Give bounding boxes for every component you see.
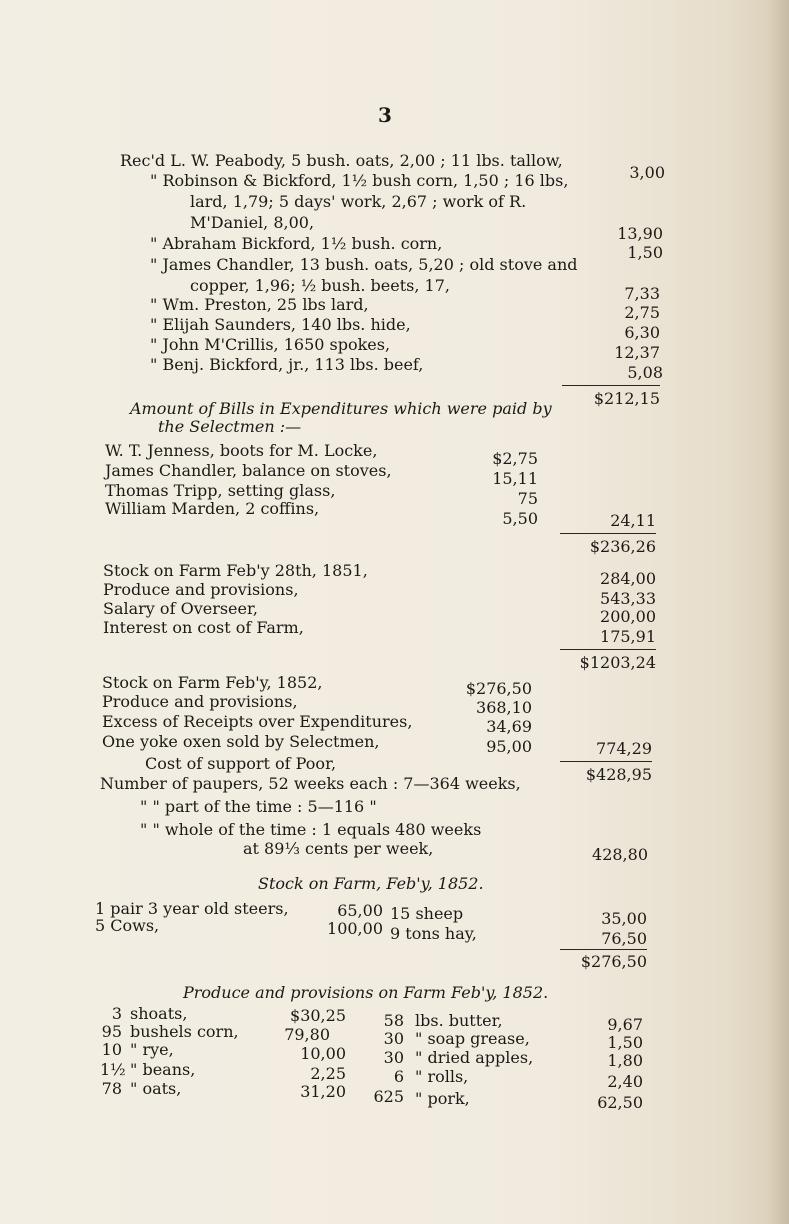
- produce-qty: 30: [383, 1029, 404, 1048]
- section-heading: Stock on Farm, Feb'y, 1852.: [258, 874, 484, 893]
- produce-name: lbs. butter,: [415, 1011, 503, 1030]
- produce-qty: 6: [393, 1067, 404, 1086]
- bill-line: James Chandler, balance on stoves,: [105, 461, 392, 480]
- produce-name: " dried apples,: [415, 1048, 534, 1067]
- receipt-line: " John M'Crillis, 1650 spokes,: [150, 335, 391, 354]
- stock-line: Excess of Receipts over Expenditures,: [102, 712, 413, 731]
- bill-line: W. T. Jenness, boots for M. Locke,: [105, 441, 378, 460]
- stock-amount: 200,00: [600, 607, 656, 626]
- pauper-line: " " part of the time : 5—116 ": [140, 797, 377, 816]
- produce-value: 10,00: [300, 1044, 346, 1063]
- receipt-line: " Elijah Saunders, 140 lbs. hide,: [150, 315, 411, 334]
- stock-line: Produce and provisions,: [103, 580, 299, 599]
- produce-name: shoats,: [130, 1004, 188, 1023]
- sum-rule: [560, 533, 656, 534]
- stock-line: One yoke oxen sold by Selectmen,: [102, 732, 380, 751]
- produce-qty: 10: [101, 1040, 122, 1059]
- produce-value: 9,67: [607, 1015, 643, 1034]
- stock-amount: 543,33: [600, 589, 656, 608]
- stock-item-name: 9 tons hay,: [390, 924, 477, 943]
- produce-name: " rye,: [130, 1040, 174, 1059]
- receipt-line: lard, 1,79; 5 days' work, 2,67 ; work of R.: [190, 192, 527, 211]
- receipt-line: " Benj. Bickford, jr., 113 lbs. beef,: [150, 355, 424, 374]
- produce-value: 2,25: [310, 1064, 346, 1083]
- stock-amount: $276,50: [465, 679, 532, 698]
- produce-name: " rolls,: [415, 1067, 469, 1086]
- receipt-line: copper, 1,96; ½ bush. beets, 17,: [190, 276, 450, 295]
- produce-qty: 78: [101, 1079, 122, 1098]
- receipt-line: " Robinson & Bickford, 1½ bush corn, 1,50 ; 16 lbs,: [150, 171, 569, 190]
- stock-total: $276,50: [580, 952, 647, 971]
- stock-item-value: 65,00: [337, 901, 383, 920]
- cost-label: Cost of support of Poor,: [145, 754, 337, 773]
- pauper-line: Number of paupers, 52 weeks each : 7—364 weeks,: [100, 774, 521, 793]
- produce-name: " oats,: [130, 1079, 182, 1098]
- receipt-line: Rec'd L. W. Peabody, 5 bush. oats, 2,00 ; 11 lbs. tallow,: [120, 151, 563, 170]
- bill-amount: 75: [517, 489, 538, 508]
- produce-name: " pork,: [415, 1089, 470, 1108]
- receipt-line: " James Chandler, 13 bush. oats, 5,20 ; old stove and: [150, 255, 578, 274]
- page-edge-shadow: [767, 0, 789, 1224]
- stock-amount: 95,00: [486, 737, 532, 756]
- produce-name: bushels corn,: [130, 1022, 239, 1041]
- stock-item-name: 15 sheep: [390, 904, 464, 923]
- cost-value: $428,95: [585, 765, 652, 784]
- produce-qty: 58: [383, 1011, 404, 1030]
- stock-line: Stock on Farm Feb'y, 1852,: [102, 673, 323, 692]
- section-heading: the Selectmen :—: [158, 417, 302, 436]
- pauper-line: at 89⅓ cents per week,: [243, 839, 434, 858]
- produce-value: 1,50: [607, 1033, 643, 1052]
- receipt-amount: 2,75: [624, 303, 660, 322]
- bill-line: Thomas Tripp, setting glass,: [105, 481, 336, 500]
- produce-value: 1,80: [607, 1051, 643, 1070]
- page-number: 3: [378, 103, 392, 127]
- stock-line: Interest on cost of Farm,: [103, 618, 304, 637]
- stock-item-value: 76,50: [601, 929, 647, 948]
- produce-qty: 625: [373, 1087, 404, 1106]
- receipt-amount: 7,33: [624, 284, 660, 303]
- bill-amount: 15,11: [492, 469, 538, 488]
- stock-line: Salary of Overseer,: [103, 599, 258, 618]
- bill-line: William Marden, 2 coffins,: [105, 499, 320, 518]
- receipt-amount: 3,00: [629, 163, 665, 182]
- receipt-amount: 6,30: [624, 323, 660, 342]
- produce-qty: 95: [101, 1022, 122, 1041]
- produce-value: 62,50: [597, 1093, 643, 1112]
- receipt-line: M'Daniel, 8,00,: [190, 213, 315, 232]
- stock-item-value: 35,00: [601, 909, 647, 928]
- stock-line: Stock on Farm Feb'y 28th, 1851,: [103, 561, 368, 580]
- produce-value: 2,40: [607, 1072, 643, 1091]
- produce-name: " soap grease,: [415, 1029, 530, 1048]
- receipt-amount: 13,90: [617, 224, 663, 243]
- produce-value: 79,80: [284, 1025, 330, 1044]
- produce-value: 31,20: [300, 1082, 346, 1101]
- produce-name: " beans,: [130, 1060, 196, 1079]
- bill-amount: $2,75: [492, 449, 538, 468]
- receipt-amount: 12,37: [614, 343, 660, 362]
- receipt-amount: 5,08: [627, 363, 663, 382]
- receipt-line: " Abraham Bickford, 1½ bush. corn,: [150, 234, 443, 253]
- sum-rule: [560, 761, 652, 762]
- total-1851: $1203,24: [579, 653, 656, 672]
- stock-amount: 34,69: [486, 717, 532, 736]
- sum-rule: [562, 385, 660, 386]
- sum-rule: [560, 949, 647, 950]
- receipts-total: $212,15: [593, 389, 660, 408]
- bills-total: 24,11: [610, 511, 656, 530]
- total-1852: 774,29: [596, 739, 652, 758]
- pauper-amount: 428,80: [592, 845, 648, 864]
- section-heading: Produce and provisions on Farm Feb'y, 1852.: [183, 983, 549, 1002]
- stock-amount: 175,91: [600, 627, 656, 646]
- pauper-line: " " whole of the time : 1 equals 480 weeks: [140, 820, 482, 839]
- produce-qty: 3: [111, 1004, 122, 1023]
- stock-item-name: 5 Cows,: [95, 916, 160, 935]
- produce-qty: 30: [383, 1048, 404, 1067]
- stock-line: Produce and provisions,: [102, 692, 298, 711]
- sum-rule: [560, 649, 656, 650]
- subtotal: $236,26: [589, 537, 656, 556]
- stock-item-value: 100,00: [327, 919, 383, 938]
- section-heading: Amount of Bills in Expenditures which were paid by: [130, 399, 552, 418]
- receipt-line: " Wm. Preston, 25 lbs lard,: [150, 295, 369, 314]
- stock-amount: 368,10: [476, 698, 532, 717]
- stock-item-name: 1 pair 3 year old steers,: [95, 899, 289, 918]
- bill-amount: 5,50: [502, 509, 538, 528]
- stock-amount: 284,00: [600, 569, 656, 588]
- produce-qty: 1½: [100, 1060, 126, 1079]
- receipt-amount: 1,50: [627, 243, 663, 262]
- produce-value: $30,25: [290, 1006, 346, 1025]
